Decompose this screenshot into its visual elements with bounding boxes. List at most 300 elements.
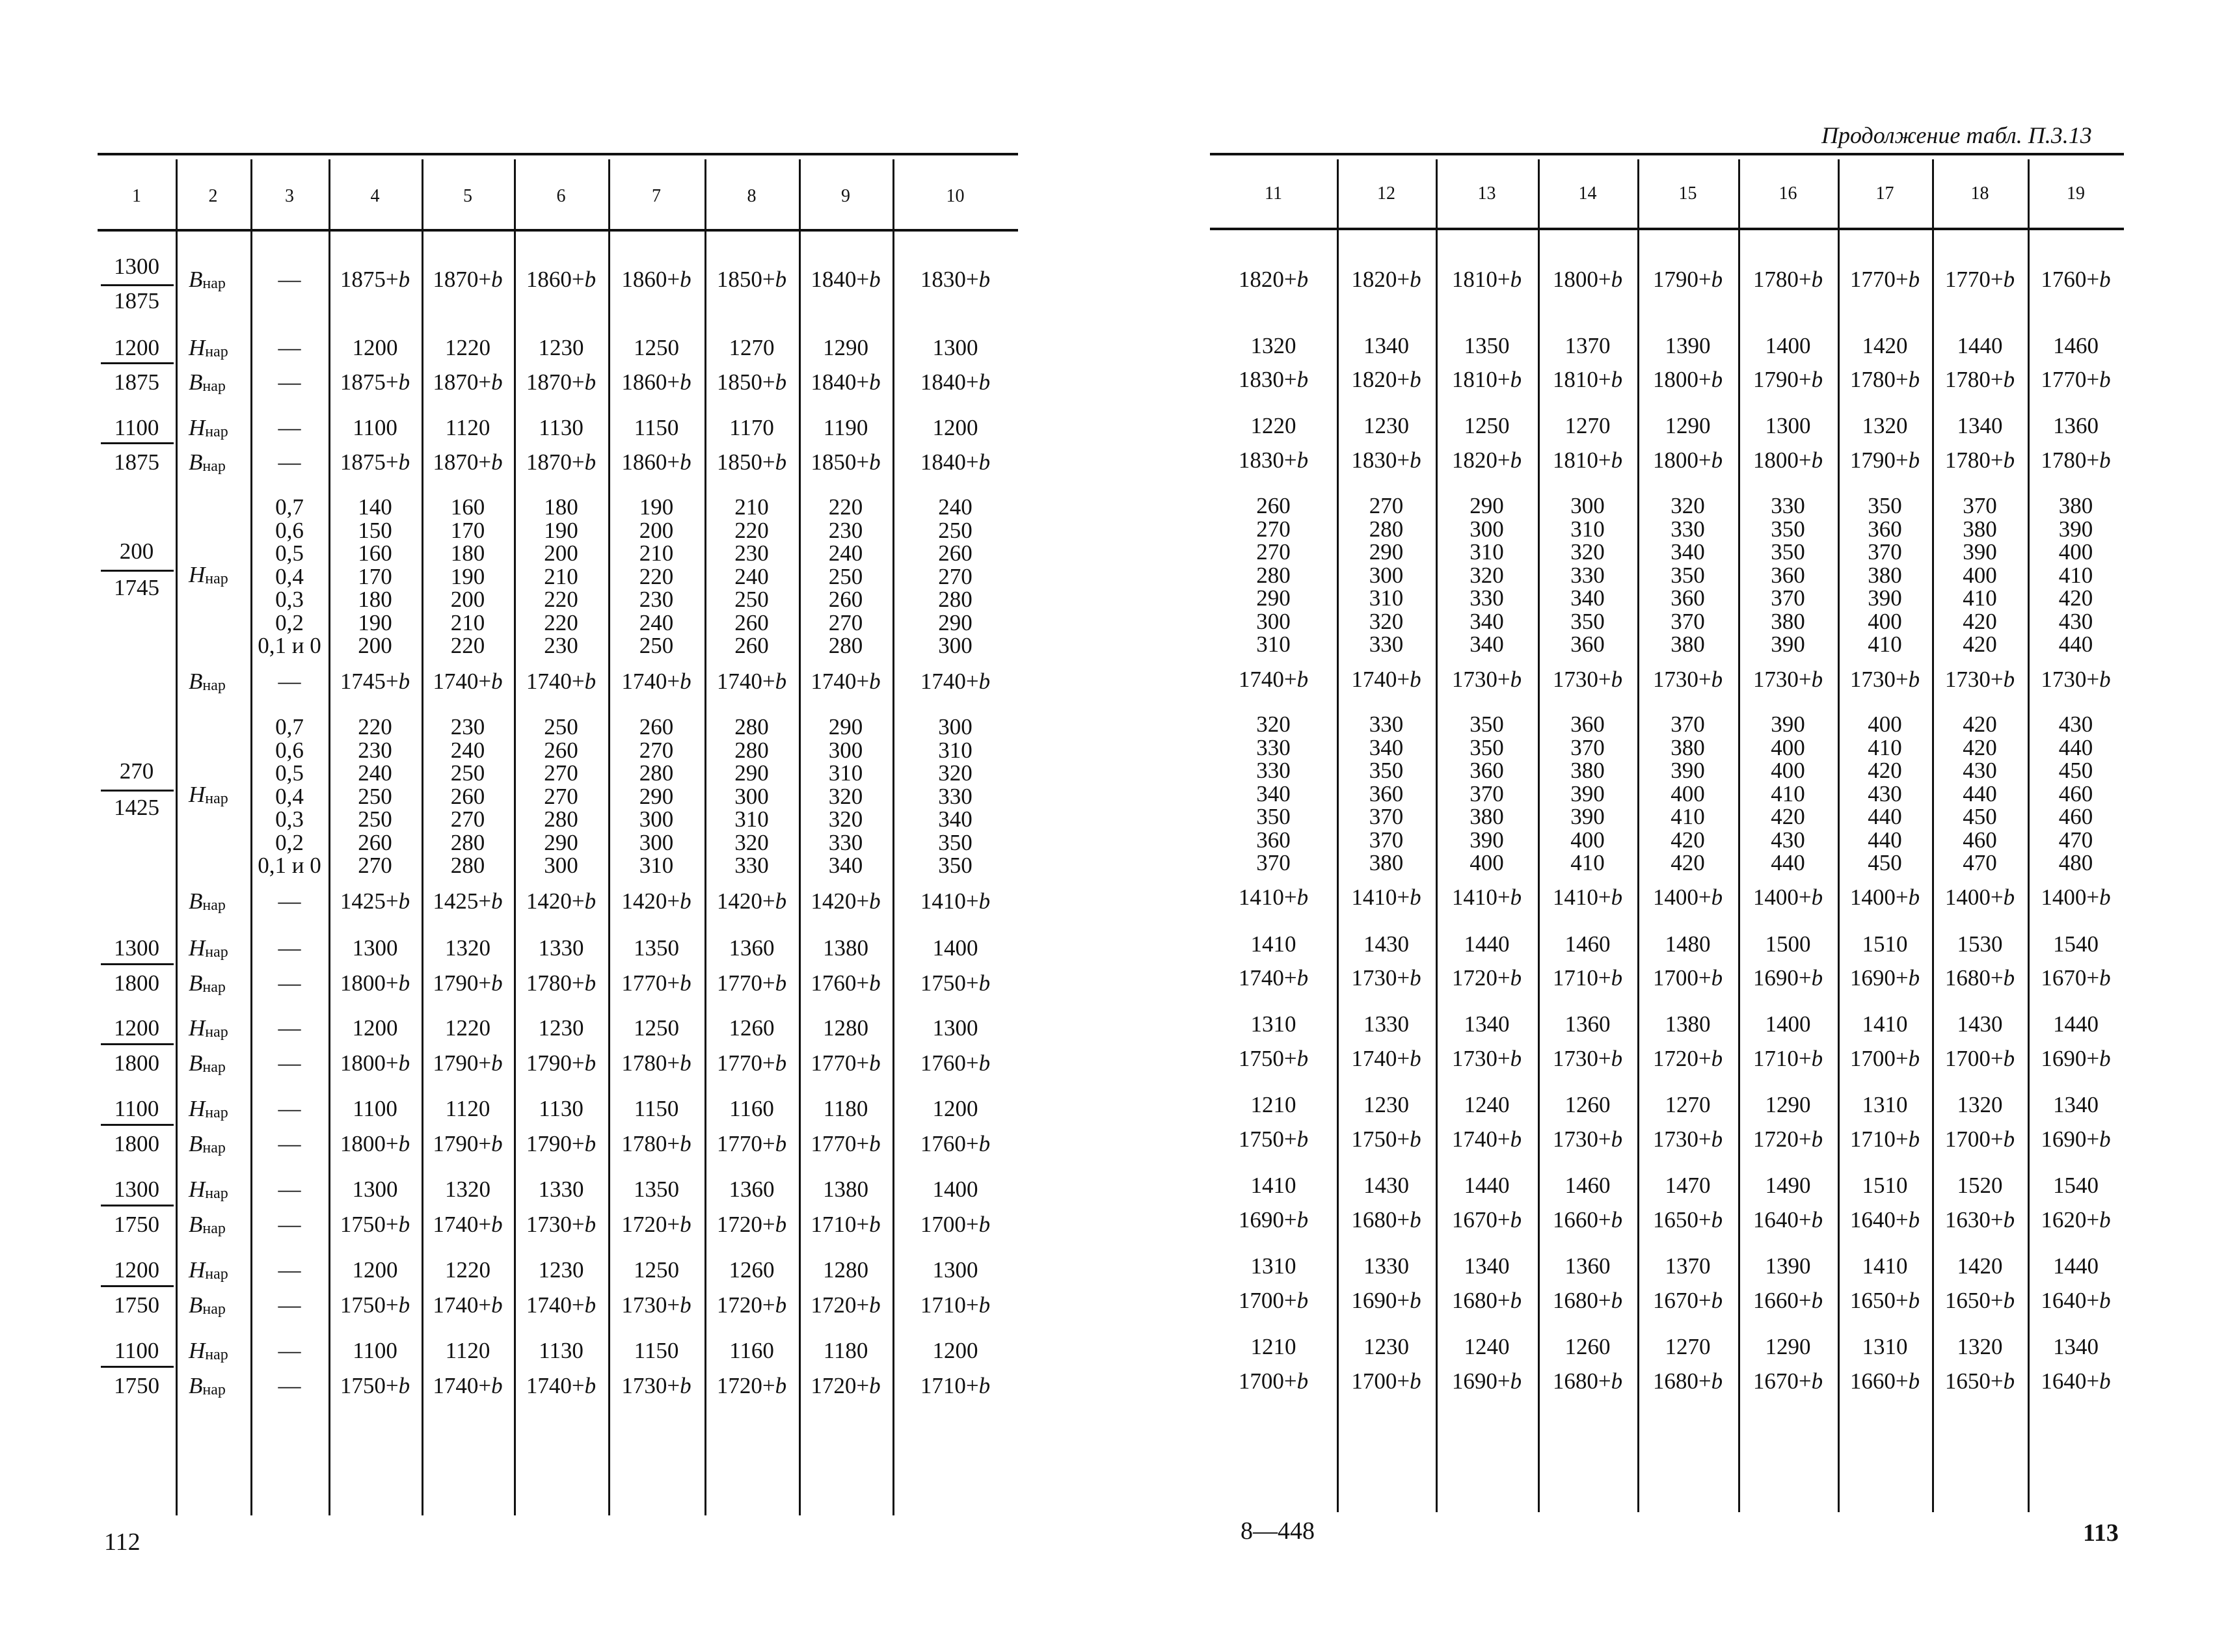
value-cell: 1390	[1765, 1253, 1811, 1279]
value-cell: 230	[639, 587, 674, 612]
variable-b: b	[1711, 1207, 1723, 1232]
value-cell: 1740+b	[526, 1292, 597, 1318]
fraction-bar	[101, 284, 174, 286]
value-cell: 350	[1369, 758, 1404, 783]
value-cell: 1330	[1363, 1011, 1409, 1037]
variable-b: b	[978, 888, 991, 914]
fraction-denominator: 1800	[114, 970, 159, 996]
fraction-numerator: 1100	[114, 1096, 159, 1121]
value-cell: 360	[1570, 632, 1605, 657]
value-cell: 1730+b	[1944, 667, 2015, 692]
variable-b: b	[398, 369, 410, 395]
signature-mark: 8—448	[1241, 1517, 1315, 1545]
ratio-cell: 0,7	[275, 714, 304, 739]
value-cell: 1120	[445, 1096, 490, 1121]
dash-cell: —	[278, 335, 301, 360]
variable-b: b	[1410, 885, 1421, 910]
value-cell: 300	[734, 783, 769, 809]
dash-cell: —	[278, 1096, 301, 1121]
row-label	[189, 937, 228, 960]
variable-b: b	[775, 888, 787, 914]
value-cell: 400	[1570, 827, 1605, 853]
value-cell: 1120	[445, 415, 490, 440]
variable-b: b	[1510, 1368, 1522, 1394]
value-cell: 400	[2058, 539, 2093, 565]
value-cell: 1710+b	[920, 1373, 991, 1398]
dash-cell: —	[278, 415, 301, 440]
value-cell: 1700+b	[1238, 1368, 1309, 1394]
variable-b: b	[1908, 885, 1920, 910]
row-label	[189, 563, 228, 587]
ratio-cell: 0,5	[275, 540, 304, 566]
value-cell: 1350	[1464, 333, 1510, 358]
value-cell: 1750+b	[340, 1373, 410, 1398]
dash-cell: —	[278, 1050, 301, 1076]
value-cell: 1720+b	[1652, 1046, 1723, 1071]
value-cell: 1320	[1862, 413, 1908, 438]
value-cell: 330	[1570, 562, 1605, 588]
value-cell: 420	[1963, 632, 1997, 657]
value-cell: 1630+b	[1944, 1207, 2015, 1232]
value-cell: 300	[1570, 493, 1605, 518]
value-cell: 1790+b	[1652, 267, 1723, 292]
label-letter: B	[189, 267, 203, 292]
value-cell: 1320	[1250, 333, 1296, 358]
value-cell: 270	[358, 853, 392, 878]
value-cell: 370	[1256, 850, 1291, 875]
fraction-numerator: 1200	[114, 335, 159, 360]
variable-b: b	[680, 669, 691, 694]
value-cell: 200	[544, 540, 578, 566]
value-cell: 1850+b	[811, 449, 881, 475]
value-cell: 270	[544, 760, 578, 786]
value-cell: 390	[1771, 632, 1805, 657]
label-subscript: нар	[202, 1301, 226, 1318]
value-cell: 180	[450, 540, 485, 566]
value-cell: 1320	[445, 1177, 490, 1202]
value-cell: 1640+b	[1849, 1207, 1920, 1232]
value-cell: 1740+b	[716, 669, 787, 694]
value-cell: 300	[1369, 562, 1404, 588]
value-cell: 380	[1771, 608, 1805, 634]
value-cell: 190	[639, 494, 674, 520]
variable-b: b	[1296, 1288, 1309, 1313]
value-cell: 1425+b	[433, 888, 503, 914]
value-cell: 1750+b	[340, 1212, 410, 1237]
variable-b: b	[978, 1292, 991, 1318]
value-cell: 350	[938, 829, 973, 855]
value-cell: 1170	[729, 415, 774, 440]
value-cell: 1230	[538, 1257, 584, 1283]
value-cell: 390	[1771, 712, 1805, 737]
value-cell: 410	[2058, 562, 2093, 588]
value-cell: 1430	[1363, 1173, 1409, 1198]
value-cell: 1740+b	[526, 669, 597, 694]
label-letter: B	[189, 1131, 203, 1156]
fraction-denominator: 1425	[114, 795, 159, 820]
value-cell: 1490	[1765, 1173, 1811, 1198]
label-subscript: нар	[202, 1139, 226, 1156]
variable-b: b	[1711, 667, 1723, 692]
fraction-denominator: 1750	[114, 1212, 159, 1237]
value-cell: 1650+b	[1849, 1288, 1920, 1313]
value-cell: 1200	[932, 415, 978, 440]
variable-b: b	[1296, 1207, 1309, 1232]
value-cell: 280	[544, 806, 578, 832]
table-top-rule	[98, 153, 1018, 155]
value-cell: 1840+b	[811, 369, 881, 395]
value-cell: 1700+b	[1351, 1368, 1421, 1394]
value-cell: 1460	[2053, 333, 2099, 358]
value-cell: 1700+b	[920, 1212, 991, 1237]
value-cell: 370	[1369, 827, 1404, 853]
variable-b: b	[978, 1373, 991, 1398]
variable-b: b	[1410, 1368, 1421, 1394]
fraction-bar	[101, 790, 174, 792]
variable-b: b	[978, 669, 991, 694]
value-cell: 1650+b	[1944, 1288, 2015, 1313]
row-label	[189, 371, 226, 394]
value-cell: 330	[1369, 632, 1404, 657]
value-cell: 1870+b	[526, 369, 597, 395]
fraction-denominator: 1875	[114, 449, 159, 475]
value-cell: 260	[639, 714, 674, 739]
value-cell: 1420	[1957, 1253, 2003, 1279]
value-cell: 1770+b	[1944, 267, 2015, 292]
value-cell: 410	[1868, 734, 1902, 760]
value-cell: 240	[828, 540, 863, 566]
fraction-numerator: 1100	[114, 415, 159, 440]
value-cell: 1730+b	[1652, 667, 1723, 692]
value-cell: 1440	[2053, 1253, 2099, 1279]
ratio-cell: 0,7	[275, 494, 304, 520]
variable-b: b	[1611, 965, 1623, 991]
value-cell: 400	[1963, 562, 1997, 588]
variable-b: b	[1510, 965, 1522, 991]
value-cell: 1250	[634, 1257, 679, 1283]
fraction-numerator: 270	[119, 758, 154, 784]
value-cell: 330	[1470, 585, 1504, 611]
column-divider	[176, 159, 178, 1515]
value-cell: 360	[1369, 780, 1404, 806]
value-cell: 1720+b	[1752, 1126, 1823, 1152]
value-cell: 250	[828, 563, 863, 589]
value-cell: 1640+b	[2041, 1368, 2111, 1394]
value-cell: 1190	[823, 415, 868, 440]
column-header: 8	[747, 186, 757, 206]
variable-b: b	[584, 1292, 597, 1318]
variable-b: b	[491, 369, 503, 395]
value-cell: 1270	[1665, 1092, 1711, 1117]
value-cell: 350	[1256, 804, 1291, 829]
value-cell: 1780+b	[526, 970, 597, 996]
value-cell: 270	[1256, 516, 1291, 542]
column-divider	[1637, 159, 1639, 1512]
variable-b: b	[1908, 1046, 1920, 1071]
value-cell: 1120	[445, 1338, 490, 1363]
value-cell: 380	[1369, 850, 1404, 875]
value-cell: 250	[450, 760, 485, 786]
value-cell: 140	[358, 494, 392, 520]
label-letter: H	[189, 415, 206, 440]
value-cell: 1200	[932, 1096, 978, 1121]
value-cell: 180	[544, 494, 578, 520]
variable-b: b	[775, 369, 787, 395]
value-cell: 190	[544, 517, 578, 543]
value-cell: 230	[828, 517, 863, 543]
row-label	[189, 1374, 226, 1398]
variable-b: b	[1908, 1126, 1920, 1152]
value-cell: 1660+b	[1752, 1288, 1823, 1313]
label-subscript: нар	[202, 897, 226, 914]
value-cell: 310	[1256, 632, 1291, 657]
variable-b: b	[584, 1050, 597, 1076]
value-cell: 1330	[1363, 1253, 1409, 1279]
row-label	[189, 451, 226, 474]
value-cell: 1850+b	[716, 267, 787, 292]
variable-b: b	[1908, 1207, 1920, 1232]
column-header: 1	[132, 186, 141, 206]
value-cell: 1690+b	[1451, 1368, 1522, 1394]
label-letter: B	[189, 449, 203, 475]
value-cell: 1250	[634, 1015, 679, 1041]
value-cell: 300	[544, 853, 578, 878]
variable-b: b	[491, 449, 503, 475]
value-cell: 400	[1771, 734, 1805, 760]
value-cell: 360	[1771, 562, 1805, 588]
variable-b: b	[775, 1050, 787, 1076]
variable-b: b	[584, 449, 597, 475]
column-header: 4	[370, 186, 380, 206]
value-cell: 260	[734, 633, 769, 658]
value-cell: 340	[1570, 585, 1605, 611]
variable-b: b	[2003, 267, 2015, 292]
variable-b: b	[2099, 267, 2111, 292]
value-cell: 340	[1369, 734, 1404, 760]
value-cell: 1730+b	[621, 1292, 691, 1318]
value-cell: 1130	[539, 415, 584, 440]
value-cell: 1680+b	[1552, 1288, 1623, 1313]
label-letter: B	[189, 369, 203, 395]
column-divider	[608, 159, 610, 1515]
value-cell: 1710+b	[920, 1292, 991, 1318]
label-letter: B	[189, 1292, 203, 1318]
value-cell: 1370	[1564, 333, 1611, 358]
value-cell: 1790+b	[1752, 367, 1823, 392]
value-cell: 1790+b	[526, 1050, 597, 1076]
value-cell: 1420+b	[811, 888, 881, 914]
value-cell: 410	[1963, 585, 1997, 611]
variable-b: b	[680, 1292, 691, 1318]
value-cell: 1360	[1564, 1011, 1611, 1037]
value-cell: 460	[2058, 780, 2093, 806]
variable-b: b	[1410, 1288, 1421, 1313]
variable-b: b	[1410, 965, 1421, 991]
variable-b: b	[1811, 1288, 1823, 1313]
value-cell: 1875+b	[340, 369, 410, 395]
dash-cell: —	[278, 970, 301, 996]
value-cell: 1250	[634, 335, 679, 360]
value-cell: 290	[828, 714, 863, 739]
value-cell: 200	[450, 587, 485, 612]
label-letter: H	[189, 935, 206, 961]
variable-b: b	[584, 669, 597, 694]
value-cell: 1420	[1862, 333, 1908, 358]
value-cell: 1770+b	[716, 970, 787, 996]
value-cell: 1690+b	[2041, 1126, 2111, 1152]
value-cell: 1790+b	[526, 1131, 597, 1156]
value-cell: 430	[2058, 712, 2093, 737]
value-cell: 1700+b	[1944, 1126, 2015, 1152]
value-cell: 320	[828, 806, 863, 832]
value-cell: 1800+b	[340, 1050, 410, 1076]
value-cell: 1370	[1665, 1253, 1711, 1279]
variable-b: b	[869, 1131, 881, 1156]
value-cell: 320	[1671, 493, 1705, 518]
value-cell: 400	[1470, 850, 1504, 875]
value-cell: 1800+b	[340, 970, 410, 996]
label-subscript: нар	[202, 1381, 226, 1398]
value-cell: 1740+b	[1451, 1126, 1522, 1152]
value-cell: 350	[1671, 562, 1705, 588]
ratio-cell: 0,1 и 0	[258, 633, 321, 658]
column-header: 15	[1678, 183, 1697, 204]
value-cell: 380	[1868, 562, 1902, 588]
variable-b: b	[584, 888, 597, 914]
value-cell: 440	[2058, 734, 2093, 760]
value-cell: 250	[938, 517, 973, 543]
label-subscript: нар	[205, 570, 228, 587]
value-cell: 270	[1256, 539, 1291, 565]
value-cell: 1810+b	[1451, 267, 1522, 292]
variable-b: b	[1410, 447, 1421, 473]
column-header: 9	[841, 186, 850, 206]
value-cell: 420	[2058, 585, 2093, 611]
variable-b: b	[1908, 447, 1920, 473]
label-letter: B	[189, 888, 203, 914]
value-cell: 280	[450, 853, 485, 878]
variable-b: b	[2099, 447, 2111, 473]
variable-b: b	[1611, 1288, 1623, 1313]
variable-b: b	[1510, 267, 1522, 292]
value-cell: 1730+b	[1351, 965, 1421, 991]
fraction-bar	[101, 1285, 174, 1287]
variable-b: b	[978, 1050, 991, 1076]
fraction-numerator: 1200	[114, 1257, 159, 1283]
value-cell: 350	[938, 853, 973, 878]
value-cell: 1780+b	[621, 1050, 691, 1076]
label-subscript: нар	[202, 378, 226, 395]
ratio-cell: 0,6	[275, 737, 304, 763]
value-cell: 1770+b	[811, 1050, 881, 1076]
value-cell: 1750+b	[1351, 1126, 1421, 1152]
value-cell: 390	[1963, 539, 1997, 565]
variable-b: b	[2099, 1046, 2111, 1071]
variable-b: b	[1410, 267, 1421, 292]
value-cell: 1670+b	[1652, 1288, 1723, 1313]
value-cell: 1270	[729, 335, 775, 360]
value-cell: 370	[1570, 734, 1605, 760]
variable-b: b	[869, 888, 881, 914]
variable-b: b	[2003, 1288, 2015, 1313]
value-cell: 1360	[1564, 1253, 1611, 1279]
value-cell: 1330	[538, 935, 584, 961]
value-cell: 1300	[932, 335, 978, 360]
dash-cell: —	[278, 935, 301, 961]
value-cell: 420	[1963, 734, 1997, 760]
value-cell: 300	[938, 633, 973, 658]
value-cell: 1680+b	[1351, 1207, 1421, 1232]
value-cell: 1230	[1363, 1334, 1409, 1359]
value-cell: 360	[1470, 758, 1504, 783]
dash-cell: —	[278, 1212, 301, 1237]
value-cell: 310	[938, 737, 973, 763]
variable-b: b	[775, 1212, 787, 1237]
value-cell: 1320	[445, 935, 490, 961]
row-label	[189, 1259, 228, 1282]
variable-b: b	[2099, 667, 2111, 692]
value-cell: 1230	[538, 1015, 584, 1041]
variable-b: b	[1711, 885, 1723, 910]
value-cell: 210	[450, 609, 485, 635]
dash-cell: —	[278, 449, 301, 475]
column-divider	[1538, 159, 1540, 1512]
value-cell: 1240	[1464, 1092, 1510, 1117]
value-cell: 1260	[729, 1257, 775, 1283]
value-cell: 1790+b	[1849, 447, 1920, 473]
value-cell: 1440	[1957, 333, 2003, 358]
value-cell: 1300	[932, 1257, 978, 1283]
label-letter: H	[189, 782, 206, 807]
value-cell: 380	[1671, 734, 1705, 760]
column-header: 16	[1778, 183, 1797, 204]
value-cell: 1790+b	[433, 1050, 503, 1076]
value-cell: 400	[1868, 712, 1902, 737]
value-cell: 340	[828, 853, 863, 878]
value-cell: 230	[450, 714, 485, 739]
value-cell: 300	[639, 806, 674, 832]
value-cell: 340	[1470, 608, 1504, 634]
variable-b: b	[398, 669, 410, 694]
value-cell: 1410	[1250, 1173, 1296, 1198]
value-cell: 1660+b	[1552, 1207, 1623, 1232]
value-cell: 280	[734, 737, 769, 763]
value-cell: 210	[639, 540, 674, 566]
value-cell: 1250	[1464, 413, 1510, 438]
value-cell: 320	[938, 760, 973, 786]
value-cell: 1220	[1250, 413, 1296, 438]
value-cell: 1720+b	[716, 1373, 787, 1398]
value-cell: 1180	[823, 1338, 868, 1363]
value-cell: 1540	[2053, 931, 2099, 957]
value-cell: 1410	[1862, 1011, 1908, 1037]
value-cell: 210	[734, 494, 769, 520]
value-cell: 1740+b	[920, 669, 991, 694]
variable-b: b	[1908, 965, 1920, 991]
value-cell: 1430	[1957, 1011, 2003, 1037]
value-cell: 1710+b	[1849, 1126, 1920, 1152]
value-cell: 1360	[729, 935, 775, 961]
value-cell: 350	[1868, 493, 1902, 518]
value-cell: 370	[1963, 493, 1997, 518]
value-cell: 1410+b	[1552, 885, 1623, 910]
variable-b: b	[1811, 267, 1823, 292]
variable-b: b	[2099, 1126, 2111, 1152]
value-cell: 1100	[353, 415, 397, 440]
variable-b: b	[1510, 1046, 1522, 1071]
variable-b: b	[1410, 367, 1421, 392]
variable-b: b	[978, 369, 991, 395]
